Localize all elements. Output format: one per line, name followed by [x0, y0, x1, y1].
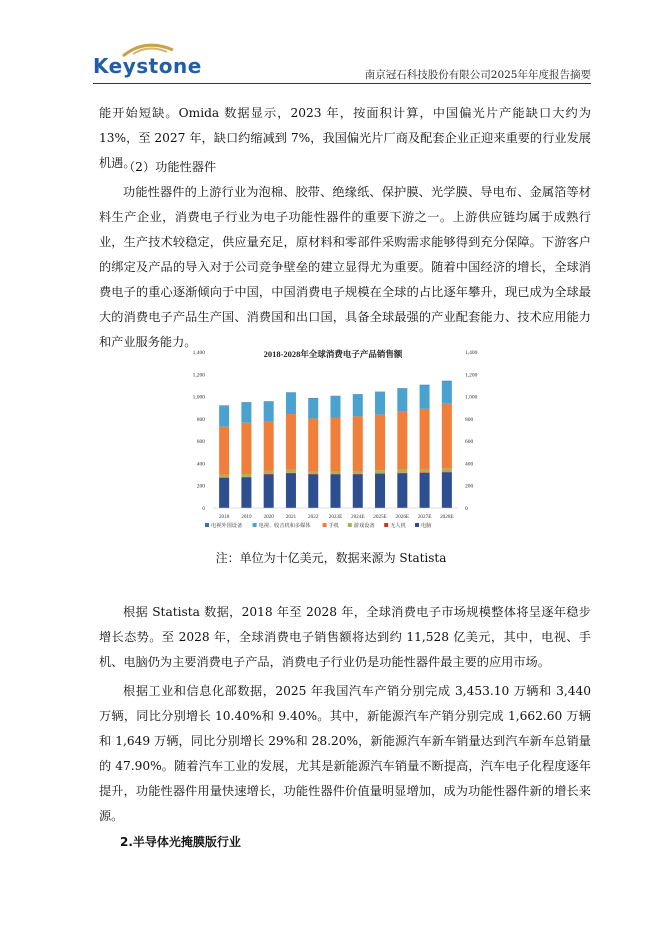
- legend-label: 电脑: [421, 523, 432, 529]
- legend-swatch: [415, 523, 419, 527]
- bar-segment: [286, 414, 296, 470]
- bar-segment: [397, 470, 407, 473]
- bar-segment: [397, 388, 407, 389]
- bar-segment: [264, 401, 274, 402]
- y-tick-left: 400: [196, 461, 205, 468]
- header-divider: [93, 83, 591, 84]
- bar-segment: [308, 474, 318, 475]
- legend-label: 电视外围设备: [211, 523, 243, 529]
- report-title: 南京冠石科技股份有限公司2025年年度报告摘要: [364, 69, 591, 81]
- chart-svg: [183, 343, 483, 535]
- paragraph-polarizer: 能开始短缺。Omida 数据显示，2023 年，按面积计算，中国偏光片产能缺口大约为 13%，至 2027 年，缺口约缩减到 7%，我国偏光片厂商及配套企业正迎来重要的行业发展机遇。: [99, 106, 591, 170]
- legend-label: 游戏设备: [353, 523, 375, 529]
- bar-segment: [420, 409, 430, 469]
- bar-segment: [219, 406, 229, 427]
- bar-segment: [286, 392, 296, 393]
- y-tick-right: 1,400: [465, 350, 478, 356]
- bar-segment: [330, 474, 340, 475]
- bar-segment: [375, 470, 385, 473]
- bar-segment: [330, 471, 340, 474]
- legend-swatch: [253, 523, 257, 527]
- bar-segment: [308, 471, 318, 474]
- bar-segment: [420, 472, 430, 473]
- bar-segment: [375, 392, 385, 393]
- bar-segment: [308, 475, 318, 508]
- bar-segment: [219, 405, 229, 406]
- section-title: 2.半导体光掩膜版行业: [120, 835, 241, 849]
- bar-segment: [241, 403, 251, 423]
- bar-segment: [353, 475, 363, 508]
- bar-segment: [442, 381, 452, 403]
- chart-caption: 注：单位为十亿美元，数据来源为 Statista: [215, 551, 447, 565]
- y-tick-right: 1,200: [465, 372, 478, 379]
- bar-segment: [375, 473, 385, 474]
- bar-segment: [420, 385, 430, 386]
- paragraph-statista: 根据 Statista 数据，2018 年至 2028 年，全球消费电子市场规模整体将呈逐年稳步增长态势。至 2028 年，全球消费电子销售额将达到约 11,528 亿美元，其中，电视、手机、电脑仍为主要消费电子产品，消费电子行业仍是功能性器件最主要的应用市场。: [99, 605, 591, 669]
- bar-segment: [353, 394, 363, 395]
- bar-segment: [330, 475, 340, 508]
- y-tick-left: 600: [196, 439, 205, 446]
- legend-label: 无人机: [390, 523, 406, 529]
- bar-segment: [264, 475, 274, 508]
- x-tick-label: 2018: [218, 514, 230, 520]
- bar-segment: [286, 473, 296, 508]
- bar-segment: [375, 392, 385, 414]
- legend-swatch: [384, 523, 388, 527]
- x-tick-label: 2024E: [350, 514, 365, 520]
- bar-segment: [353, 474, 363, 475]
- x-tick-label: 2022: [308, 514, 319, 520]
- bar-segment: [442, 468, 452, 471]
- chart-title: 2018-2028年全球消费电子产品销售额: [263, 349, 403, 359]
- page-header: [93, 44, 591, 82]
- bar-segment: [219, 427, 229, 475]
- subheading-functional-devices: （2）功能性器件: [123, 160, 217, 174]
- bar-segment: [219, 477, 229, 478]
- bar-segment: [264, 474, 274, 475]
- x-tick-label: 2028E: [440, 514, 454, 520]
- bar-segment: [442, 472, 452, 473]
- bar-segment: [264, 471, 274, 474]
- bar-segment: [375, 415, 385, 471]
- bar-segment: [353, 471, 363, 474]
- bar-segment: [353, 416, 363, 471]
- y-tick-left: 0: [202, 506, 205, 512]
- x-tick-label: 2026E: [395, 514, 410, 520]
- bar-segment: [397, 412, 407, 470]
- x-tick-label: 2027E: [417, 514, 432, 520]
- bar-segment: [442, 404, 452, 469]
- consumer-electronics-chart: [183, 343, 483, 535]
- bar-segment: [264, 402, 274, 422]
- x-tick-label: 2020: [263, 514, 274, 520]
- bar-segment: [420, 469, 430, 472]
- bar-segment: [286, 470, 296, 473]
- y-tick-right: 0: [465, 506, 468, 512]
- bar-segment: [308, 399, 318, 419]
- y-tick-right: 600: [465, 439, 474, 446]
- y-tick-left: 1,000: [192, 394, 205, 401]
- y-tick-left: 200: [196, 483, 205, 490]
- bar-segment: [353, 395, 363, 417]
- paragraph-automotive: 根据工业和信息化部数据，2025 年我国汽车产销分别完成 3,453.10 万辆和 3,440 万辆，同比分别增长 10.40%和 9.40%。其中，新能源汽车产销分别完成 1,662.60 万辆和 1,649 万辆，同比分别增长 29%和 28.20%，新能源汽车新车销量达到汽车新车总销量的 47.90%。随着汽车工业的发展，尤其是新能源汽车销量不断提高，汽车电子化程度逐年提升，功能性器件用量快速增长，功能性器件价值量明显增加，成为功能性器件新的增长来源。: [99, 684, 591, 823]
- bar-segment: [420, 473, 430, 508]
- legend-swatch: [348, 523, 352, 527]
- y-tick-right: 1,000: [465, 394, 478, 401]
- bar-segment: [308, 419, 318, 471]
- bar-segment: [442, 472, 452, 508]
- x-tick-label: 2019: [241, 514, 252, 520]
- bar-segment: [241, 474, 251, 477]
- bar-segment: [219, 478, 229, 508]
- legend-label: 电视、收音机和多媒体: [258, 523, 311, 529]
- logo-text: Keystone: [93, 54, 202, 78]
- x-tick-label: 2021: [285, 514, 297, 520]
- y-tick-left: 1,200: [192, 372, 205, 379]
- bar-segment: [397, 389, 407, 412]
- paragraph-functional-devices: 功能性器件的上游行业为泡棉、胶带、绝缘纸、保护膜、光学膜、导电布、金属箔等材料生产企业，消费电子行业为电子功能性器件的重要下游之一。上游供应链均属于成熟行业，生产技术较稳定，供应量充足，原材料和零部件采购需求能够得到充分保障。下游客户的绑定及产品的导入对于公司竞争壁垒的建立显得尤为重要。随着中国经济的增长，全球消费电子的重心逐渐倾向于中国，中国消费电子规模在全球的占比逐年攀升，现已成为全球最大的消费电子产品生产国、消费国和出口国，具备全球最强的产业配套能力、技术应用能力和产业服务能力。: [99, 185, 591, 349]
- legend-swatch: [205, 523, 209, 527]
- y-tick-right: 200: [465, 483, 474, 490]
- bar-segment: [286, 393, 296, 414]
- bar-segment: [241, 477, 251, 478]
- bar-segment: [241, 423, 251, 474]
- y-tick-right: 800: [465, 416, 474, 423]
- bar-segment: [330, 396, 340, 417]
- bar-segment: [397, 473, 407, 474]
- bar-segment: [241, 402, 251, 403]
- y-tick-left: 800: [196, 416, 205, 423]
- bar-segment: [241, 477, 251, 508]
- x-tick-label: 2023E: [328, 514, 343, 520]
- y-tick-left: 1,400: [192, 350, 205, 356]
- bar-segment: [397, 473, 407, 508]
- legend-swatch: [323, 523, 327, 527]
- bar-segment: [375, 474, 385, 508]
- bar-segment: [330, 418, 340, 471]
- bar-segment: [330, 396, 340, 397]
- bar-segment: [219, 475, 229, 478]
- bar-segment: [442, 381, 452, 382]
- bar-segment: [420, 385, 430, 408]
- bar-segment: [308, 398, 318, 399]
- y-tick-right: 400: [465, 461, 474, 468]
- bar-segment: [264, 422, 274, 471]
- x-tick-label: 2025E: [373, 514, 387, 520]
- legend-label: 手机: [328, 523, 339, 529]
- bar-segment: [286, 473, 296, 474]
